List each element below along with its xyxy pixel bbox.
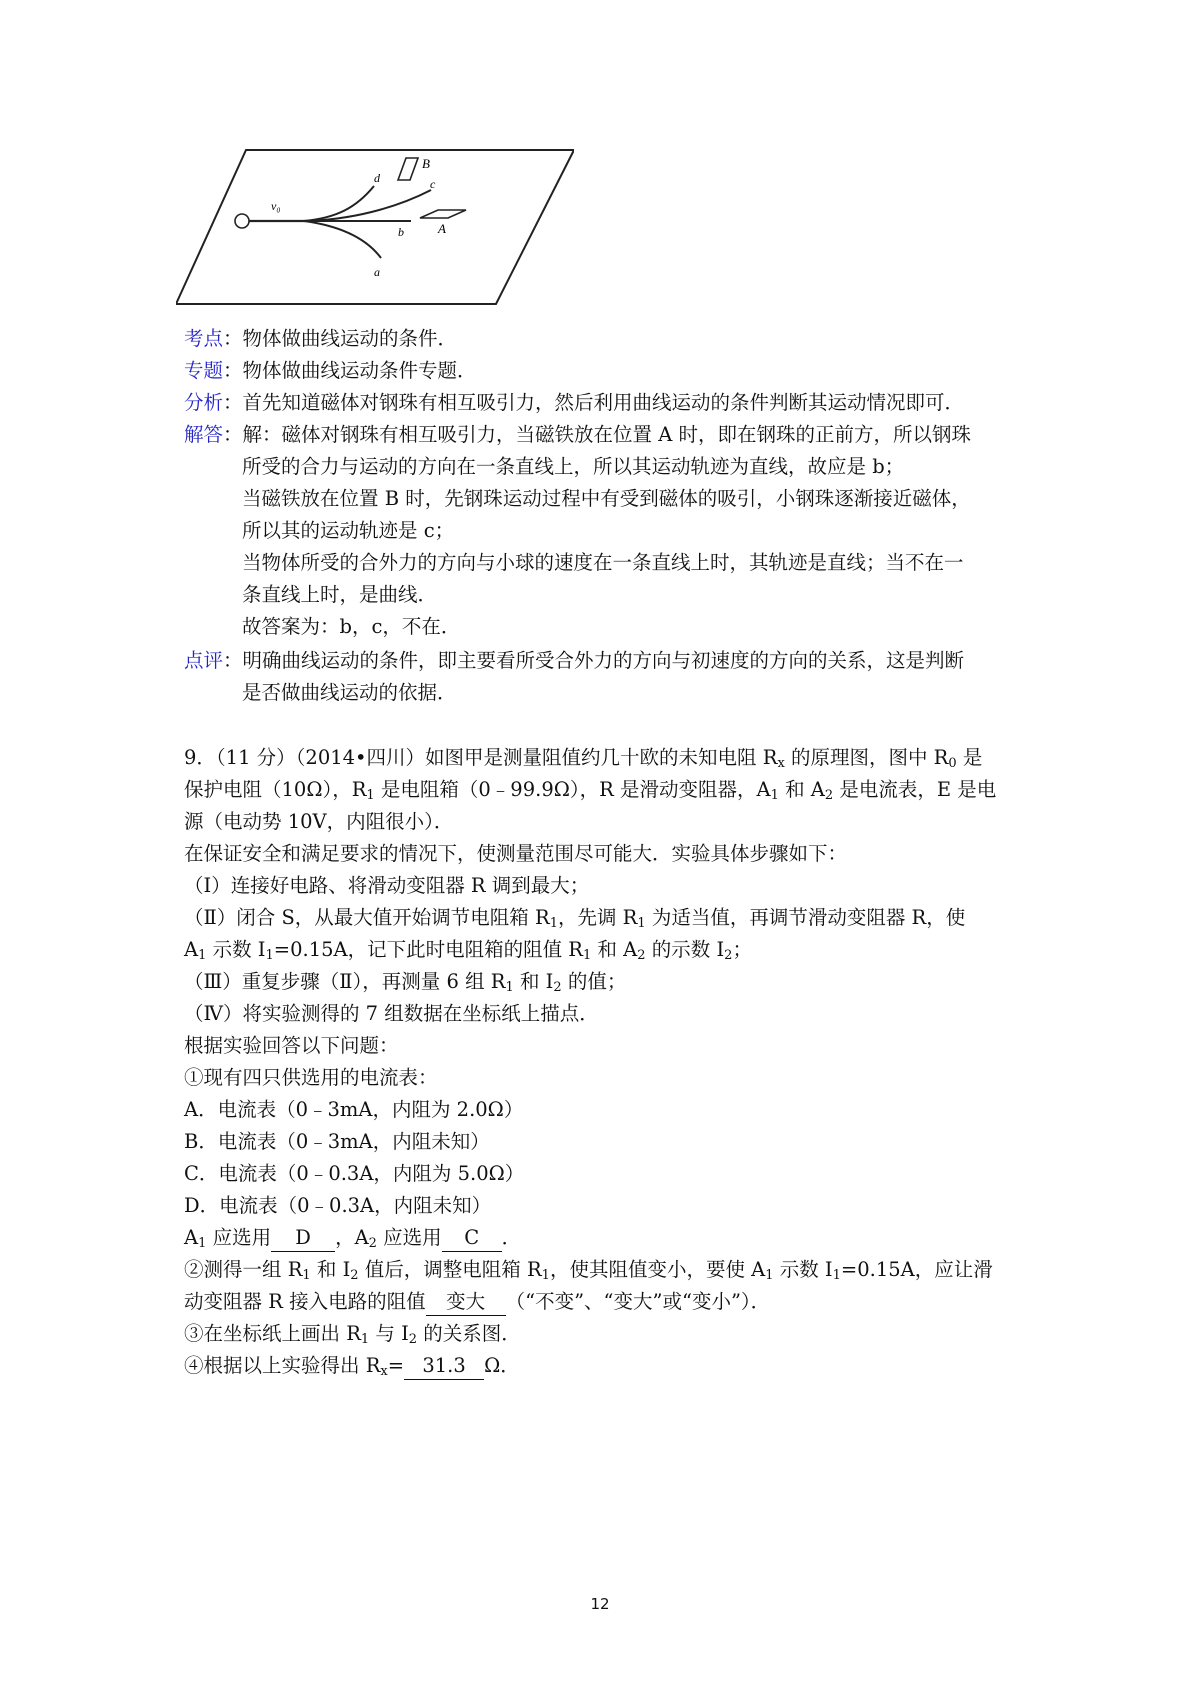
text-span: 的值； — [561, 970, 627, 993]
subscript: 1 — [770, 788, 779, 803]
subscript: 1 — [505, 980, 514, 995]
jieda-line-6: 条直线上时，是曲线． — [242, 583, 438, 606]
trajectory-d — [304, 186, 374, 221]
jieda-line-2: 所受的合力与运动的方向在一条直线上，所以其运动轨迹为直线，故应是 b； — [242, 455, 905, 478]
text-span: 示数 I — [206, 938, 266, 961]
answer-4-blank: 31.3 — [404, 1353, 484, 1380]
dianping-label: 点评 — [184, 649, 224, 672]
answer-1 — [184, 1222, 521, 1254]
trajectory-figure — [176, 148, 574, 306]
subscript: 1 — [360, 1332, 370, 1347]
text-span: ④根据以上实验得出 R — [184, 1354, 381, 1377]
text-span: =0.15A，应让滑 — [840, 1258, 993, 1281]
subscript: 1 — [637, 916, 646, 931]
subscript: 1 — [549, 916, 558, 931]
text-span: = — [387, 1354, 405, 1377]
page-number: 12 — [590, 1595, 610, 1613]
text-span: 的原理图，图中 R — [784, 746, 949, 769]
text-span: ：物体做曲线运动的条件． — [223, 327, 458, 350]
q9-sub-2 — [184, 1254, 993, 1286]
subscript: x — [380, 1364, 388, 1379]
jieda-line-1 — [184, 419, 971, 451]
text-span: ，A — [335, 1226, 369, 1249]
q9-sub-4 — [184, 1350, 520, 1382]
text-span: ：首先知道磁体对钢珠有相互吸引力，然后利用曲线运动的条件判断其运动情况即可． — [223, 391, 965, 414]
text-span: 应选用 — [376, 1226, 442, 1249]
q9-line-4: 在保证安全和满足要求的情况下，使测量范围尽可能大．实验具体步骤如下： — [184, 842, 848, 865]
dianping-line-2: 是否做曲线运动的依据． — [242, 681, 457, 704]
text-span: 是电流表，E 是电 — [833, 778, 997, 801]
text-span: A — [184, 1226, 199, 1249]
subscript: 2 — [824, 788, 834, 803]
q9-line-3: 源（电动势 10V，内阻很小）． — [184, 810, 454, 833]
subscript: 0 — [948, 756, 957, 771]
text-span: 的关系图． — [417, 1322, 521, 1345]
label-A: A — [438, 221, 446, 236]
label-B: B — [422, 156, 430, 171]
text-span: 动变阻器 R 接入电路的阻值 — [184, 1290, 426, 1313]
text-span: ：明确曲线运动的条件，即主要看所受合外力的方向与初速度的方向的关系，这是判断 — [223, 649, 965, 672]
text-span: 的示数 I — [645, 938, 725, 961]
magnet-A — [420, 210, 466, 218]
text-span: 和 A — [591, 938, 638, 961]
text-span: ：解：磁体对钢珠有相互吸引力，当磁铁放在位置 A 时，即在钢珠的正前方，所以钢珠 — [223, 423, 971, 446]
q9-step-4: （Ⅳ）将实验测得的 7 组数据在坐标纸上描点． — [184, 1002, 599, 1025]
subscript: 1 — [265, 948, 274, 963]
subscript: 1 — [198, 1236, 207, 1251]
text-span: 是 — [956, 746, 983, 769]
text-span: 为适当值，再调节滑动变阻器 R，使 — [645, 906, 966, 929]
label-a: a — [374, 265, 380, 279]
q9-step-2-cont — [184, 934, 752, 966]
jieda-label: 解答 — [184, 423, 224, 446]
jieda-line-7: 故答案为：b，c，不在． — [242, 615, 461, 638]
subscript: x — [777, 756, 785, 771]
text-span: （Ⅱ）闭合 S，从最大值开始调节电阻箱 R — [184, 906, 550, 929]
subscript: 1 — [583, 948, 592, 963]
text-span: Ω． — [484, 1354, 520, 1377]
zhuanti-line — [184, 355, 477, 387]
text-span: ． — [501, 1226, 522, 1249]
jieda-line-5: 当物体所受的合外力的方向与小球的速度在一条直线上时，其轨迹是直线；当不在一 — [242, 551, 964, 574]
subscript: 1 — [302, 1268, 311, 1283]
q9-line-1 — [184, 742, 982, 774]
text-span: 保护电阻（10Ω），R — [184, 778, 367, 801]
dianping-line-1 — [184, 645, 964, 677]
text-span: ； — [732, 938, 752, 961]
text-span: A — [184, 938, 199, 961]
subscript: 1 — [765, 1268, 774, 1283]
text-span: （“不变”、“变大”或“变小”）． — [505, 1290, 771, 1313]
text-span: （Ⅲ）重复步骤（Ⅱ），再测量 6 组 R — [184, 970, 506, 993]
text-span: ，使其阻值变小，要使 A — [549, 1258, 766, 1281]
kaodian-label: 考点 — [184, 327, 224, 350]
subscript: 1 — [366, 788, 375, 803]
text-span: 和 A — [778, 778, 825, 801]
magnet-B — [398, 158, 418, 180]
text-span: ③在坐标纸上画出 R — [184, 1322, 361, 1345]
steel-ball — [235, 214, 249, 228]
zhuanti-label: 专题 — [184, 359, 224, 382]
answer-a1-blank: D — [271, 1225, 335, 1252]
subscript: 2 — [637, 948, 646, 963]
fenxi-label: 分析 — [184, 391, 224, 414]
q9-line-2 — [184, 774, 996, 806]
label-d: d — [374, 171, 380, 185]
subscript: 2 — [408, 1332, 418, 1347]
option-b: B．电流表（0﹣3mA，内阻未知） — [184, 1130, 490, 1153]
q9-step-2 — [184, 902, 965, 934]
option-d: D．电流表（0﹣0.3A，内阻未知） — [184, 1194, 492, 1217]
text-span: 是电阻箱（0﹣99.9Ω），R 是滑动变阻器，A — [374, 778, 771, 801]
q9-prompt: 根据实验回答以下问题： — [184, 1034, 399, 1057]
jieda-line-4: 所以其的运动轨迹是 c； — [242, 519, 455, 542]
label-c: c — [430, 177, 436, 191]
subscript: 1 — [832, 1268, 841, 1283]
q9-sub-1: ①现有四只供选用的电流表： — [184, 1066, 438, 1089]
text-span: ：物体做曲线运动条件专题． — [223, 359, 477, 382]
text-span: 和 I — [513, 970, 554, 993]
subscript: 2 — [553, 980, 562, 995]
text-span: 与 I — [369, 1322, 409, 1345]
text-span: ，先调 R — [557, 906, 638, 929]
text-span: 9．（11 分）（2014•四川）如图甲是测量阻值约几十欧的未知电阻 R — [184, 746, 778, 769]
jieda-line-3: 当磁铁放在位置 B 时，先钢珠运动过程中有受到磁体的吸引，小钢珠逐渐接近磁体， — [242, 487, 971, 510]
text-span: 值后，调整电阻箱 R — [358, 1258, 542, 1281]
label-b: b — [398, 225, 404, 239]
fenxi-line — [184, 387, 964, 419]
subscript: 1 — [541, 1268, 550, 1283]
text-span: =0.15A，记下此时电阻箱的阻值 R — [273, 938, 583, 961]
trajectory-a — [304, 221, 381, 258]
q9-sub-3 — [184, 1318, 521, 1350]
subscript: 1 — [198, 948, 207, 963]
text-span: 和 I — [310, 1258, 351, 1281]
text-span: 示数 I — [773, 1258, 833, 1281]
option-c: C．电流表（0﹣0.3A，内阻为 5.0Ω） — [184, 1162, 525, 1185]
subscript: 2 — [724, 948, 733, 963]
q9-sub-2-cont — [184, 1286, 770, 1318]
subscript: 2 — [368, 1236, 377, 1251]
q9-step-1: （Ⅰ）连接好电路、将滑动变阻器 R 调到最大； — [184, 874, 590, 897]
text-span: ②测得一组 R — [184, 1258, 303, 1281]
q9-step-3 — [184, 966, 626, 998]
option-a: A．电流表（0﹣3mA，内阻为 2.0Ω） — [184, 1098, 524, 1121]
subscript: 2 — [350, 1268, 359, 1283]
kaodian-line — [184, 323, 457, 355]
label-v0: v₀ — [271, 199, 281, 213]
answer-a2-blank: C — [442, 1225, 502, 1252]
answer-2-blank: 变大 — [426, 1289, 506, 1316]
text-span: 应选用 — [206, 1226, 272, 1249]
